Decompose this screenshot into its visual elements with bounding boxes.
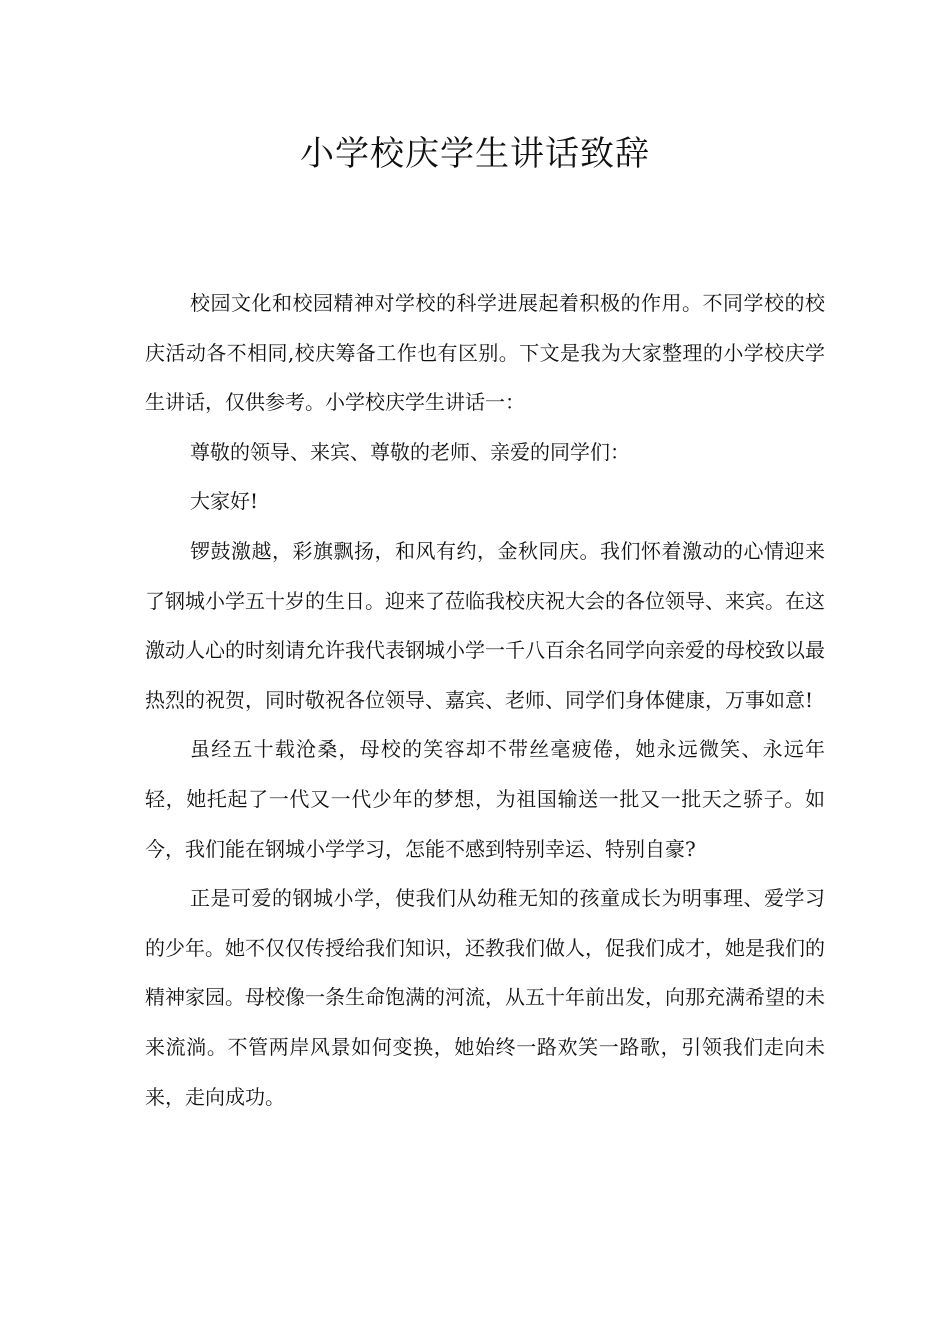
paragraph-fifty-years: 虽经五十载沧桑，母校的笑容却不带丝毫疲倦，她永远微笑、永远年轻，她托起了一代又一代少年的梦想，为祖国输送一批又一批天之骄子。如今，我们能在钢城小学学习，怎能不感到特别幸运、特别自豪? [145,737,825,861]
document-body [145,279,825,1122]
document-title: 小学校庆学生讲话致辞 [300,134,650,174]
paragraph-intro: 校园文化和校园精神对学校的科学进展起着积极的作用。不同学校的校庆活动各不相同,校庆筹备工作也有区别。下文是我为大家整理的小学校庆学生讲话，仅供参考。小学校庆学生讲话一： [145,291,825,415]
paragraph-greeting: 大家好! [190,489,259,514]
paragraph-alma-mater: 正是可爱的钢城小学，使我们从幼稚无知的孩童成长为明事理、爱学习的少年。她不仅仅传授给我们知识，还教我们做人，促我们成才，她是我们的精神家园。母校像一条生命饱满的河流，从五十年前出发，向那充满希望的未来流淌。不管两岸风景如何变换，她始终一路欢笑一路歌，引领我们走向未来，走向成功。 [145,886,825,1109]
paragraph-salutation: 尊敬的领导、来宾、尊敬的老师、亲爱的同学们： [190,439,630,464]
paragraph-celebration: 锣鼓激越，彩旗飘扬，和风有约，金秋同庆。我们怀着激动的心情迎来了钢城小学五十岁的生日。迎来了莅临我校庆祝大会的各位领导、来宾。在这激动人心的时刻请允许我代表钢城小学一千八百余名同学向亲爱的母校致以最热烈的祝贺，同时敬祝各位领导、嘉宾、老师、同学们身体健康，万事如意! [145,538,825,712]
